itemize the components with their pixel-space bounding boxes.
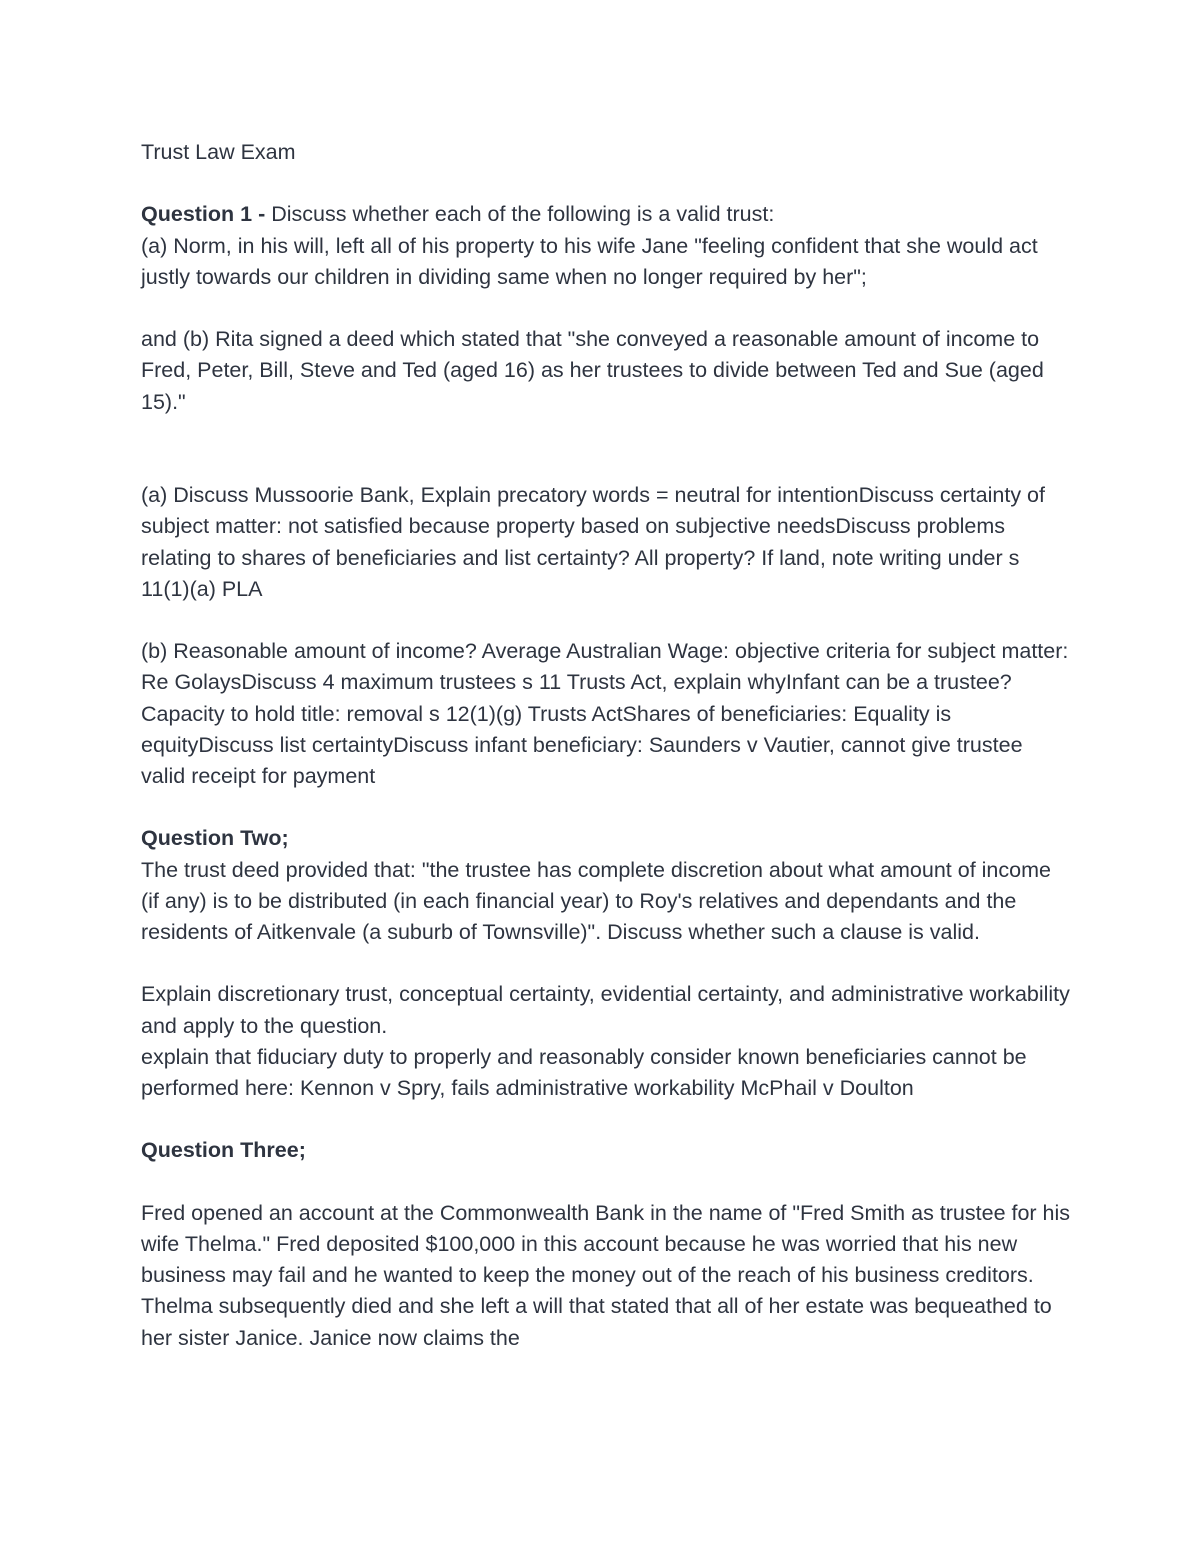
question-1-heading: Question 1 - bbox=[141, 202, 272, 227]
question-2-text: The trust deed provided that: "the trustee has complete discretion about what amount of income (if any) is to be distributed (in each financial year) to Roy's relatives and dependants and the residents of Aitkenvale (a suburb of Townsville)". Discuss whether such a clause is valid. bbox=[141, 857, 1051, 944]
answer-2-part-1: Explain discretionary trust, conceptual certainty, evidential certainty, and administrative workability and apply to the question. bbox=[141, 982, 1070, 1038]
question-3-text: Fred opened an account at the Commonwealth Bank in the name of "Fred Smith as trustee for his wife Thelma." Fred deposited $100,000 in this account because he was worried that his new business may fail and he wanted to keep the money out of the reach of his business creditors. Thelma subsequently died and she left a will that stated that all of her estate was bequeathed to her sister Janice. Janice now claims the bbox=[141, 1200, 1071, 1350]
question-3-heading: Question Three; bbox=[141, 1138, 306, 1163]
document-title: Trust Law Exam bbox=[141, 140, 296, 164]
answer-1a: (a) Discuss Mussoorie Bank, Explain precatory words = neutral for intentionDiscuss certainty of subject matter: not satisfied because property based on subjective needsDiscuss problems relating to shares of beneficiaries and list certainty? All property? If land, note writing under s 11(1)(a) PLA bbox=[141, 483, 1045, 601]
document-page bbox=[141, 137, 1071, 1354]
question-2-heading: Question Two; bbox=[141, 826, 289, 851]
question-1-part-b: and (b) Rita signed a deed which stated that "she conveyed a reasonable amount of income to Fred, Peter, Bill, Steve and Ted (aged 16) as her trustees to divide between Ted and Sue (aged 15)." bbox=[141, 327, 1044, 414]
question-1 bbox=[141, 199, 1071, 230]
answer-1b: (b) Reasonable amount of income? Average Australian Wage: objective criteria for subject matter: Re GolaysDiscuss 4 maximum trustees s 11 Trusts Act, explain whyInfant can be a trustee? Capacity to hold title: removal s 12(1)(g) Trusts ActShares of beneficiaries: Equality is equityDiscuss list certaintyDiscuss infant beneficiary: Saunders v Vautier, cannot give trustee valid receipt for payment bbox=[141, 639, 1069, 788]
answer-2-part-2: explain that fiduciary duty to properly and reasonably consider known beneficiaries cannot be performed here: Kennon v Spry, fails administrative workability McPhail v Doulton bbox=[141, 1044, 1027, 1100]
question-1-intro: Discuss whether each of the following is a valid trust: bbox=[271, 202, 775, 227]
question-1-part-a: (a) Norm, in his will, left all of his property to his wife Jane "feeling confident that she would act justly towards our children in dividing same when no longer required by her"; bbox=[141, 233, 1038, 289]
